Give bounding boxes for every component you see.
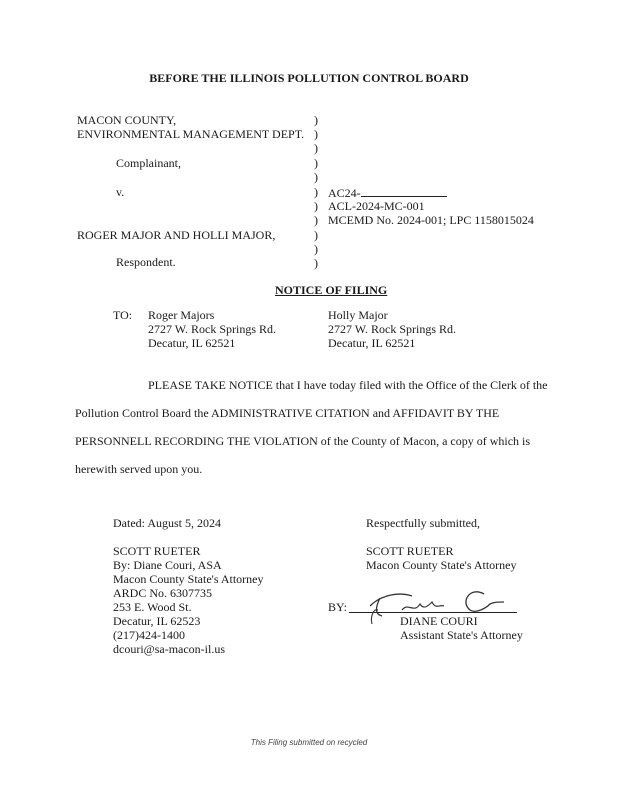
left-block-line: ARDC No. 6307735 [113, 586, 213, 600]
body-line-3: PERSONNELL RECORDING THE VIOLATION of the County of Macon, a copy of which is [75, 434, 531, 448]
left-block-line: dcouri@sa-macon-il.us [113, 642, 226, 656]
caption-paren: ) [314, 256, 318, 270]
complainant-line-1: MACON COUNTY, [77, 113, 177, 127]
recipient-left-street: 2727 W. Rock Springs Rd. [148, 322, 277, 336]
caption-paren: ) [314, 127, 318, 141]
caption-paren: ) [314, 141, 318, 155]
left-block-line: SCOTT RUETER [113, 544, 201, 558]
left-block-line: Decatur, IL 62523 [113, 614, 201, 628]
left-block-line: 253 E. Wood St. [113, 600, 192, 614]
case-number-3: MCEMD No. 2024-001; LPC 1158015024 [328, 213, 534, 227]
caption-paren: ) [314, 213, 318, 227]
caption-paren: ) [314, 170, 318, 184]
left-block-line: Macon County State's Attorney [113, 572, 264, 586]
case-number-1-text: AC24- [328, 186, 361, 200]
by-label: BY: [328, 600, 347, 614]
dated-line: Dated: August 5, 2024 [113, 516, 221, 530]
respondent-name: ROGER MAJOR AND HOLLI MAJOR, [77, 228, 276, 242]
case-number-1 [328, 185, 447, 200]
to-label: TO: [113, 308, 133, 322]
respectfully-submitted: Respectfully submitted, [366, 516, 480, 530]
body-line-1: PLEASE TAKE NOTICE that I have today filed with the Office of the Clerk of the [148, 378, 548, 392]
caption-paren: ) [314, 156, 318, 170]
recipient-right-city: Decatur, IL 62521 [328, 336, 416, 350]
recipient-right-name: Holly Major [328, 308, 388, 322]
case-number-blank [361, 185, 447, 197]
caption-paren: ) [314, 199, 318, 213]
caption-paren: ) [314, 242, 318, 256]
board-title: BEFORE THE ILLINOIS POLLUTION CONTROL BOARD [149, 71, 469, 85]
recipient-left-city: Decatur, IL 62521 [148, 336, 236, 350]
notice-title: NOTICE OF FILING [275, 283, 388, 297]
right-block-name: SCOTT RUETER [366, 544, 454, 558]
complainant-role: Complainant, [116, 156, 181, 170]
versus-label: v. [116, 185, 125, 199]
caption-paren: ) [314, 185, 318, 199]
left-block-line: (217)424-1400 [113, 628, 185, 642]
body-line-2: Pollution Control Board the ADMINISTRATIVE CITATION and AFFIDAVIT BY THE [75, 406, 500, 420]
signer-title: Assistant State's Attorney [400, 628, 523, 642]
respondent-role: Respondent. [116, 255, 176, 269]
caption-paren: ) [314, 113, 318, 127]
complainant-line-2: ENVIRONMENTAL MANAGEMENT DEPT. [77, 127, 305, 141]
right-block-title: Macon County State's Attorney [366, 558, 517, 572]
footer-note: This Filing submitted on recycled [250, 738, 368, 747]
left-block-line: By: Diane Couri, ASA [113, 558, 222, 572]
case-number-2: ACL-2024-MC-001 [328, 199, 425, 213]
recipient-right-street: 2727 W. Rock Springs Rd. [328, 322, 457, 336]
signer-name: DIANE COURI [400, 614, 478, 628]
recipient-left-name: Roger Majors [148, 308, 215, 322]
body-line-4: herewith served upon you. [75, 462, 203, 476]
caption-paren: ) [314, 228, 318, 242]
